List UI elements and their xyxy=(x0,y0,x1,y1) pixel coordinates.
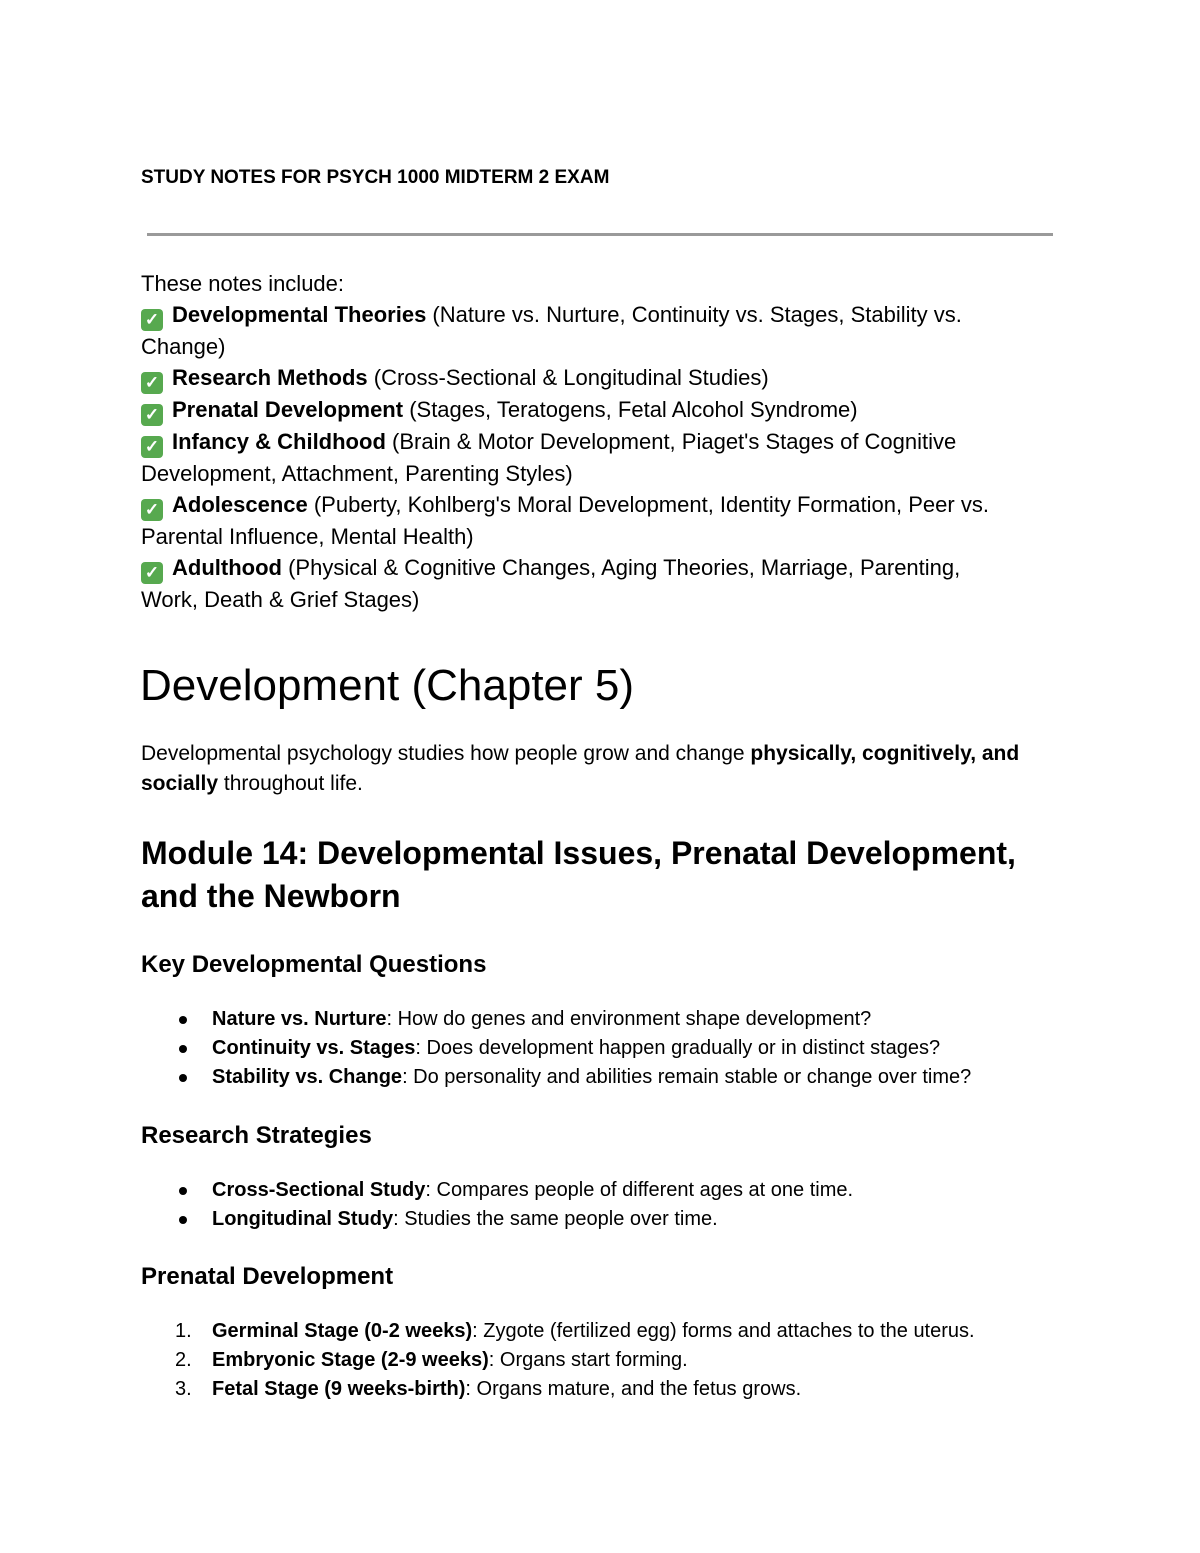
chapter-heading: Development (Chapter 5) xyxy=(140,661,635,710)
prenatal-stages-list xyxy=(141,1317,1071,1404)
list-item: Cross-Sectional Study: Compares people of different ages at one time. xyxy=(141,1176,1071,1205)
list-item: Longitudinal Study: Studies the same people over time. xyxy=(141,1205,1071,1234)
document-title: STUDY NOTES FOR PSYCH 1000 MIDTERM 2 EXAM xyxy=(141,167,610,188)
intro-lead: These notes include: xyxy=(141,271,345,296)
intro-item: ✓ Prenatal Development (Stages, Teratogens, Fetal Alcohol Syndrome) xyxy=(141,394,1071,426)
research-strategies-list xyxy=(141,1176,1071,1234)
bullet-icon xyxy=(179,1074,187,1082)
intro-item: ✓ Adulthood (Physical & Cognitive Changes, Aging Theories, Marriage, Parenting, Work, Death & Grief Stages) xyxy=(141,555,961,612)
check-mark-icon: ✓ xyxy=(141,436,163,458)
bullet-icon xyxy=(179,1216,187,1224)
intro-block xyxy=(141,268,1071,615)
check-mark-icon: ✓ xyxy=(141,372,163,394)
bullet-icon xyxy=(179,1187,187,1195)
list-item: 2. Embryonic Stage (2-9 weeks): Organs start forming. xyxy=(175,1349,688,1371)
section-heading-research-strategies: Research Strategies xyxy=(141,1122,372,1149)
check-mark-icon: ✓ xyxy=(141,309,163,331)
intro-item: ✓ Infancy & Childhood (Brain & Motor Development, Piaget's Stages of Cognitive Development, Attachment, Parenting Styles) xyxy=(141,429,957,486)
check-mark-icon: ✓ xyxy=(141,562,163,584)
check-mark-icon: ✓ xyxy=(141,499,163,521)
intro-item: ✓ Research Methods (Cross-Sectional & Longitudinal Studies) xyxy=(141,362,1071,394)
horizontal-rule xyxy=(147,233,1053,236)
list-item: 3. Fetal Stage (9 weeks-birth): Organs mature, and the fetus grows. xyxy=(175,1378,802,1400)
module-heading: Module 14: Developmental Issues, Prenatal Development, and the Newborn xyxy=(141,835,1016,914)
intro-item: ✓ Adolescence (Puberty, Kohlberg's Moral Development, Identity Formation, Peer vs. Parental Influence, Mental Health) xyxy=(141,492,989,549)
bullet-icon xyxy=(179,1016,187,1024)
section-heading-key-questions: Key Developmental Questions xyxy=(141,951,487,978)
bullet-icon xyxy=(179,1045,187,1053)
check-mark-icon: ✓ xyxy=(141,404,163,426)
list-item: Nature vs. Nurture: How do genes and environment shape development? xyxy=(141,1005,1071,1034)
list-item: Continuity vs. Stages: Does development happen gradually or in distinct stages? xyxy=(141,1034,1071,1063)
intro-item: ✓ Developmental Theories (Nature vs. Nurture, Continuity vs. Stages, Stability vs. Change) xyxy=(141,302,962,359)
chapter-intro-paragraph: Developmental psychology studies how people grow and change physically, cognitively, and socially throughout life. xyxy=(141,742,1020,795)
list-item: Stability vs. Change: Do personality and abilities remain stable or change over time? xyxy=(141,1063,1071,1092)
list-item: 1. Germinal Stage (0-2 weeks): Zygote (fertilized egg) forms and attaches to the uterus. xyxy=(175,1320,975,1342)
section-heading-prenatal-development: Prenatal Development xyxy=(141,1263,394,1290)
key-questions-list xyxy=(141,1005,1071,1092)
